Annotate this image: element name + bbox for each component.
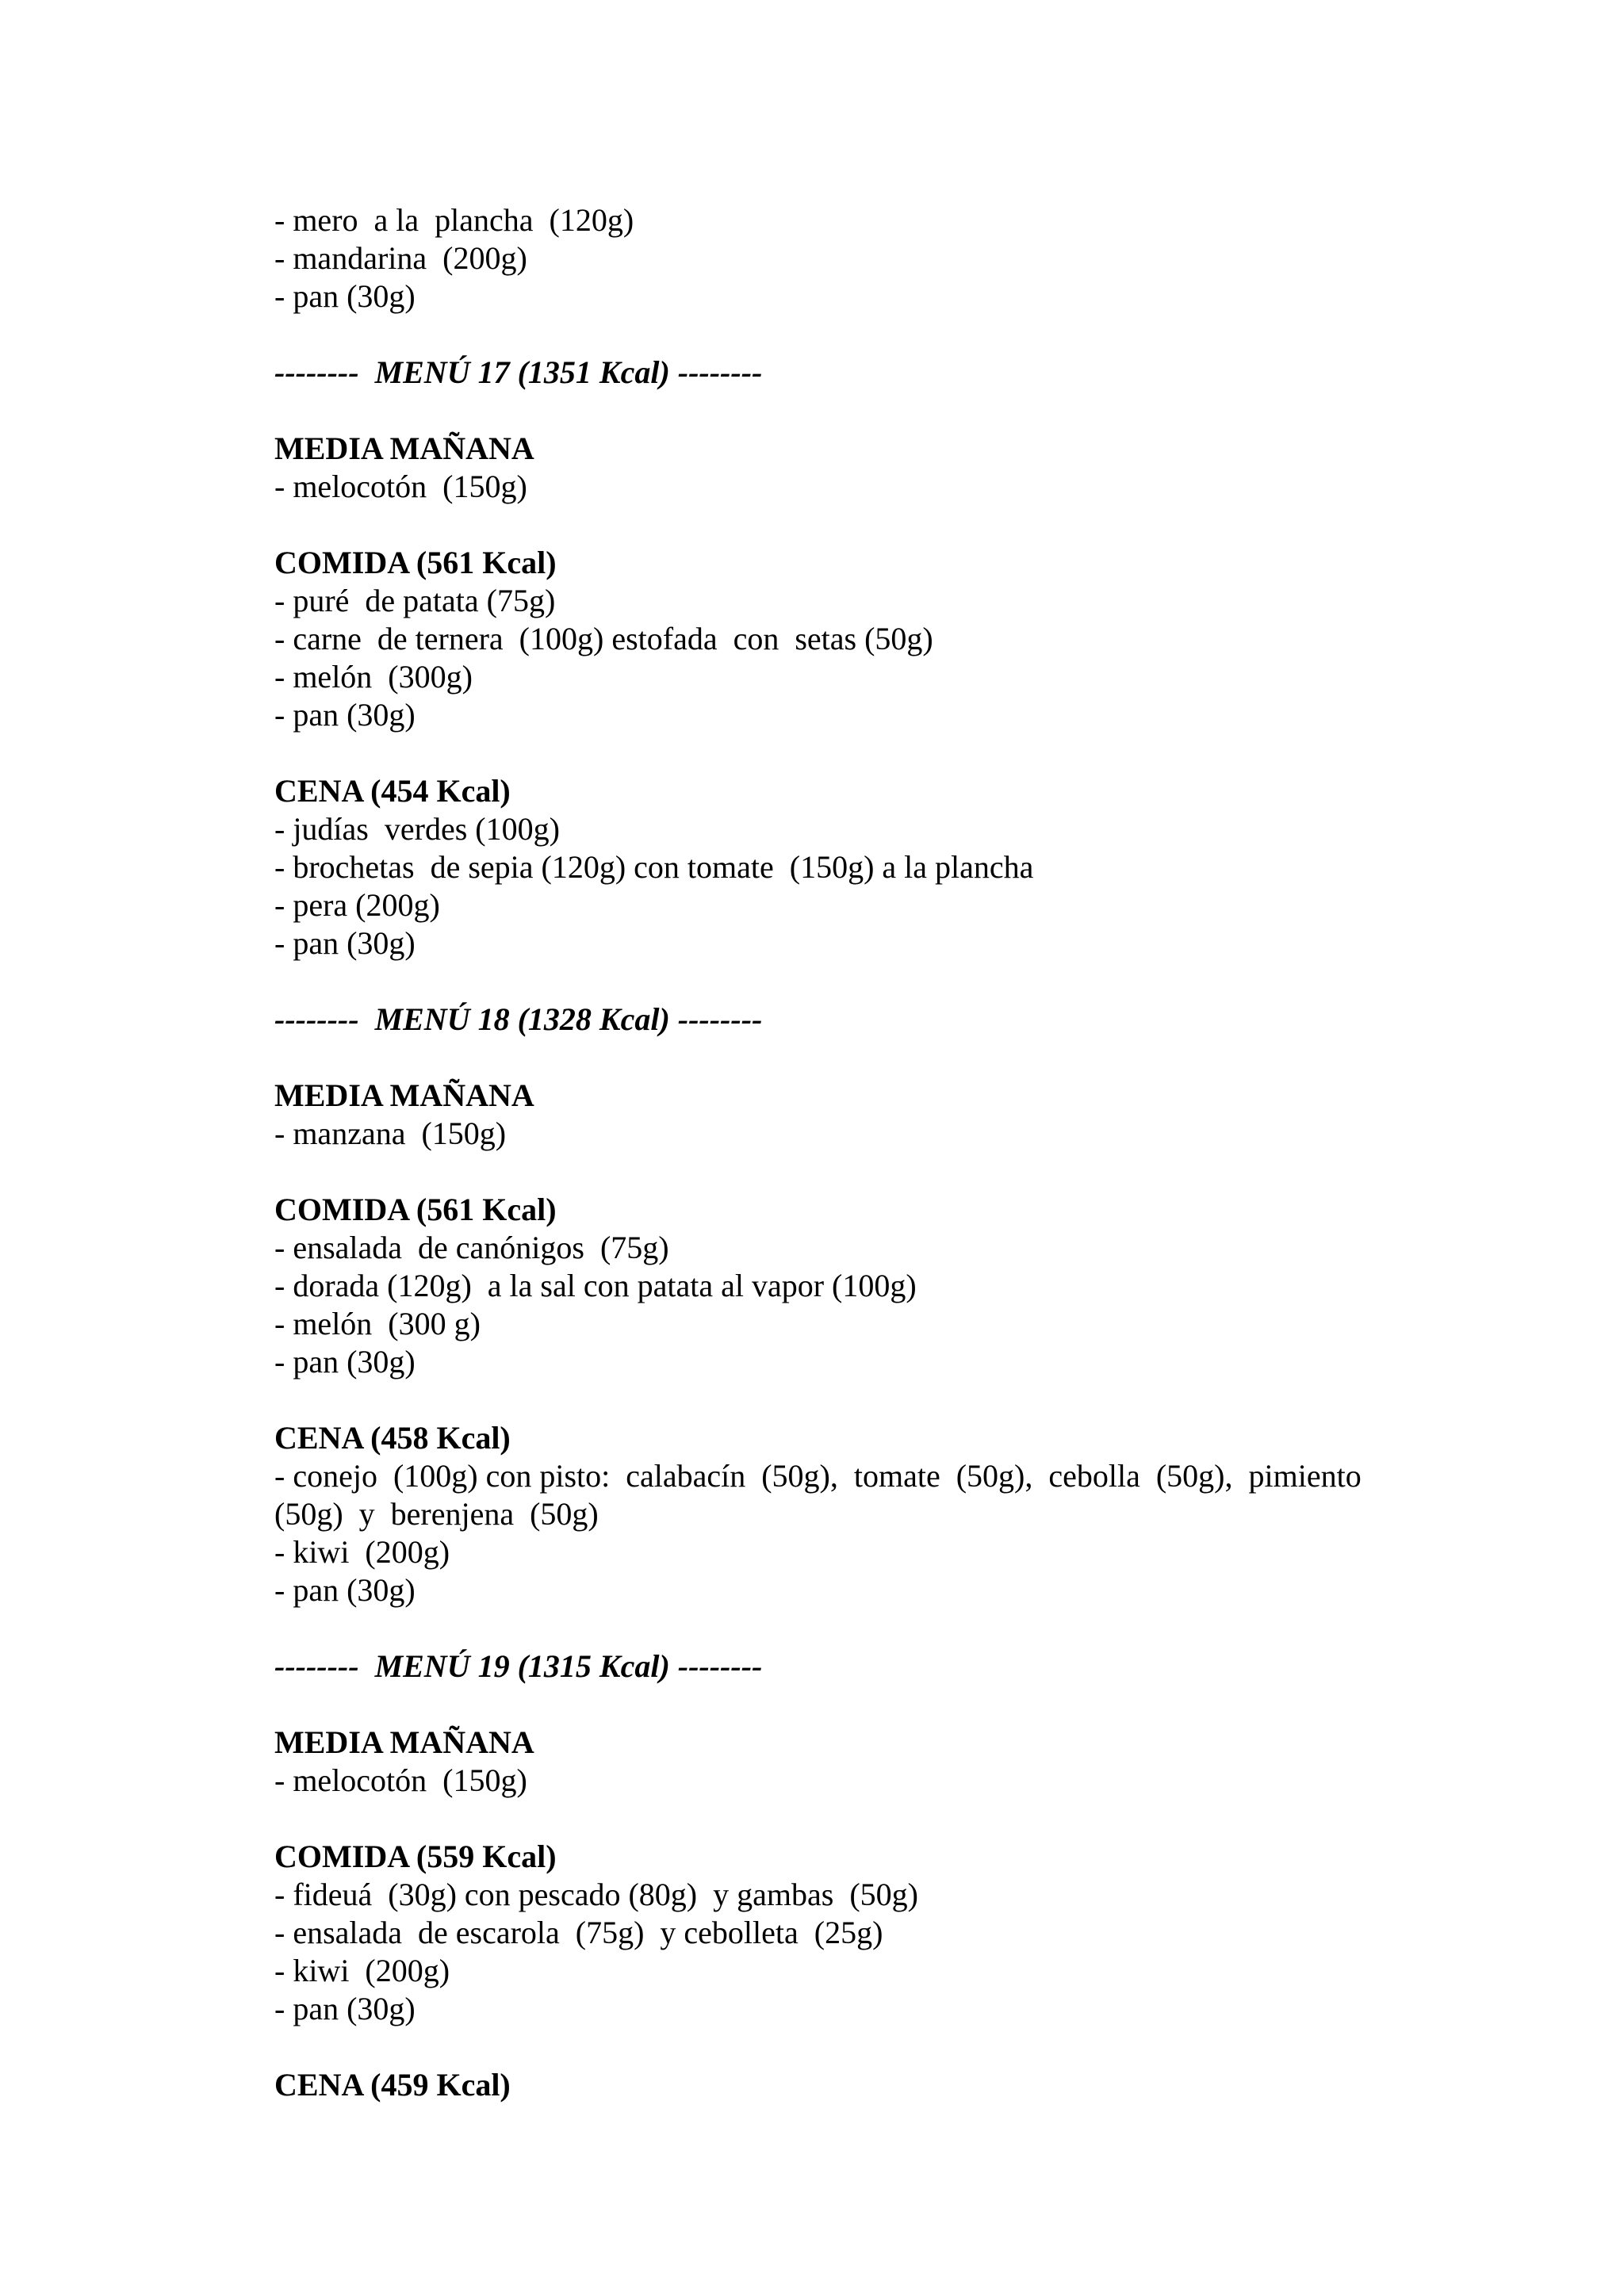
blank-line bbox=[274, 734, 1369, 772]
menu-title: -------- MENÚ 18 (1328 Kcal) -------- bbox=[274, 1001, 763, 1037]
food-item: - manzana (150g) bbox=[274, 1115, 507, 1151]
food-item: - pan (30g) bbox=[274, 1344, 416, 1380]
food-item: - melocotón (150g) bbox=[274, 469, 527, 504]
meal-heading: COMIDA (561 Kcal) bbox=[274, 545, 557, 580]
menu-title: -------- MENÚ 19 (1315 Kcal) -------- bbox=[274, 1648, 763, 1684]
blank-line bbox=[274, 392, 1369, 430]
blank-line bbox=[274, 1800, 1369, 1838]
food-item: - mandarina (200g) bbox=[274, 240, 527, 276]
blank-line bbox=[274, 506, 1369, 544]
meal-heading: MEDIA MAÑANA bbox=[274, 430, 534, 466]
food-item: - dorada (120g) a la sal con patata al vapor (100g) bbox=[274, 1268, 917, 1303]
food-item: - conejo (100g) con pisto: calabacín (50g), tomate (50g), cebolla (50g), pimiento bbox=[274, 1458, 1362, 1494]
food-item: - melón (300g) bbox=[274, 659, 473, 695]
food-item: - ensalada de escarola (75g) y cebolleta (25g) bbox=[274, 1915, 883, 1950]
food-item: - pera (200g) bbox=[274, 887, 440, 923]
food-item: - judías verdes (100g) bbox=[274, 811, 560, 847]
food-item: - pan (30g) bbox=[274, 1991, 416, 2026]
food-item: - pan (30g) bbox=[274, 697, 416, 733]
food-item: - mero a la plancha (120g) bbox=[274, 202, 634, 238]
blank-line bbox=[274, 1153, 1369, 1191]
blank-line bbox=[274, 1039, 1369, 1077]
blank-line bbox=[274, 1381, 1369, 1419]
food-item: - carne de ternera (100g) estofada con setas (50g) bbox=[274, 621, 933, 656]
food-item: - puré de patata (75g) bbox=[274, 583, 556, 618]
meal-heading: COMIDA (561 Kcal) bbox=[274, 1192, 557, 1227]
food-item: - melón (300 g) bbox=[274, 1306, 481, 1341]
menu-title: -------- MENÚ 17 (1351 Kcal) -------- bbox=[274, 354, 763, 390]
food-item: - pan (30g) bbox=[274, 925, 416, 961]
meal-heading: MEDIA MAÑANA bbox=[274, 1077, 534, 1113]
meal-heading: COMIDA (559 Kcal) bbox=[274, 1839, 557, 1874]
meal-heading: MEDIA MAÑANA bbox=[274, 1724, 534, 1760]
food-item: - pan (30g) bbox=[274, 1572, 416, 1608]
food-item: - ensalada de canónigos (75g) bbox=[274, 1230, 669, 1265]
food-item: - fideuá (30g) con pescado (80g) y gambas (50g) bbox=[274, 1877, 918, 1912]
food-item: - brochetas de sepia (120g) con tomate (150g) a la plancha bbox=[274, 849, 1034, 885]
meal-heading: CENA (458 Kcal) bbox=[274, 1420, 511, 1456]
meal-heading: CENA (454 Kcal) bbox=[274, 773, 511, 809]
blank-line bbox=[274, 1686, 1369, 1724]
food-item: - kiwi (200g) bbox=[274, 1534, 450, 1570]
food-item: - melocotón (150g) bbox=[274, 1762, 527, 1798]
blank-line bbox=[274, 2028, 1369, 2066]
food-item: - kiwi (200g) bbox=[274, 1953, 450, 1988]
food-item: (50g) y berenjena (50g) bbox=[274, 1496, 599, 1532]
blank-line bbox=[274, 1609, 1369, 1647]
blank-line bbox=[274, 316, 1369, 354]
meal-heading: CENA (459 Kcal) bbox=[274, 2067, 511, 2103]
blank-line bbox=[274, 962, 1369, 1001]
document-page bbox=[274, 201, 1369, 2104]
food-item: - pan (30g) bbox=[274, 278, 416, 314]
